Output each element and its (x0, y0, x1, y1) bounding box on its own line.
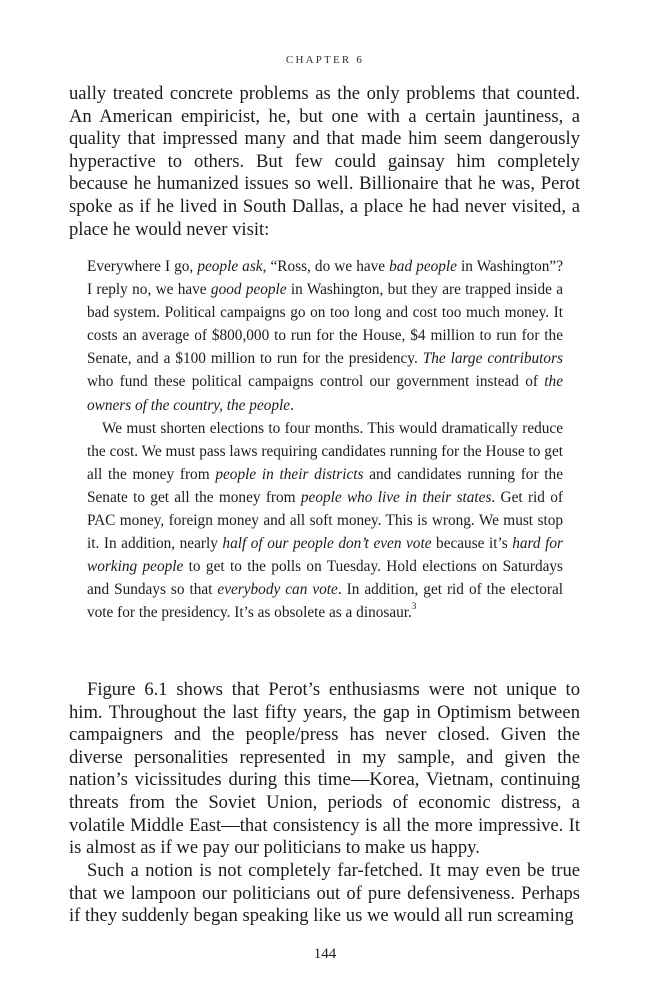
emphasis-run-9: everybody can vote (217, 581, 338, 599)
block-quote-paragraph-2 (87, 417, 563, 625)
text-run-6: in Washington, but they are trapped inside a bad system. Political campaigns go on too long and cost too much money. It costs an average of $800,000 to run for the House, $4 million to run for the Senate, and a $100 million to run for the presidency. (87, 281, 563, 368)
body-paragraph-3: Such a notion is not completely far-fetched. It may even be true that we lampoon our politicians out of pure defensiveness. Perhaps if they suddenly began speaking like us we would all run screaming (69, 860, 580, 927)
emphasis-run-9: the owners of the country, the people (87, 373, 563, 414)
body-paragraph-1: ually treated concrete problems as the only problems that counted. An American empiricist, he, but one with a certain jauntiness, a quality that impressed many and that made him seem dangerously hyperactive to others. But few could gainsay him completely because he humanized issues so well. Billionaire that he was, Perot spoke as if he lived in South Dallas, a place he had never visited, a place he would never visit: (69, 83, 580, 240)
page-number: 144 (313, 946, 337, 962)
emphasis-run-7: The large contributors (422, 350, 563, 368)
footnote-reference[interactable]: 3 (411, 601, 417, 612)
emphasis-run-7: hard for working people (87, 535, 563, 576)
emphasis-run-3: bad people (389, 258, 457, 275)
text-run-0: We must shorten elections to four months. This would dramatically reduce the cost. We must pass laws requiring candidates running for the House to get all the money from (87, 419, 563, 483)
text-run-2: , “Ross, do we have (262, 258, 390, 275)
text-run-6: because it’s (431, 535, 513, 553)
text-run-4: in Washington”? I reply no, we have (87, 258, 563, 299)
running-head: CHAPTER 6 (285, 54, 365, 66)
emphasis-run-5: half of our people don’t even vote (222, 535, 432, 553)
text-run-10: . In addition, get rid of the electoral vote for the presidency. It’s as obsolete as a dinosaur. (87, 581, 563, 622)
block-quote-paragraph-1 (87, 255, 563, 417)
emphasis-run-1: people ask (197, 258, 263, 275)
emphasis-run-1: people in their districts (215, 465, 364, 483)
text-run-0: Everywhere I go, (87, 258, 198, 275)
emphasis-run-5: good people (210, 281, 287, 299)
text-run-8: who fund these political campaigns control our government instead of (87, 373, 545, 391)
block-quote (87, 255, 563, 625)
text-run-2: and candidates running for the Senate to get all the money from (87, 465, 563, 506)
block-quote-paragraph-2-text (87, 420, 563, 622)
text-run-8: to get to the polls on Tuesday. Hold elections on Saturdays and Sundays so that (87, 558, 563, 599)
text-run-10: . (290, 396, 294, 414)
body-paragraph-2: Figure 6.1 shows that Perot’s enthusiasms were not unique to him. Throughout the last fifty years, the gap in Optimism between campaigners and the people/press has never closed. Given the diverse personalities represented in my sample, and given the nation’s vicissitudes during this time—Korea, Vietnam, continuing threats from the Soviet Union, periods of economic distress, a volatile Middle East—that consistency is all the more impressive. It is almost as if we pay our politicians to make us happy. (69, 679, 580, 859)
emphasis-run-3: people who live in their states (300, 488, 492, 506)
text-run-4: . Get rid of PAC money, foreign money and all soft money. This is wrong. We must stop it. In addition, nearly (87, 488, 563, 553)
